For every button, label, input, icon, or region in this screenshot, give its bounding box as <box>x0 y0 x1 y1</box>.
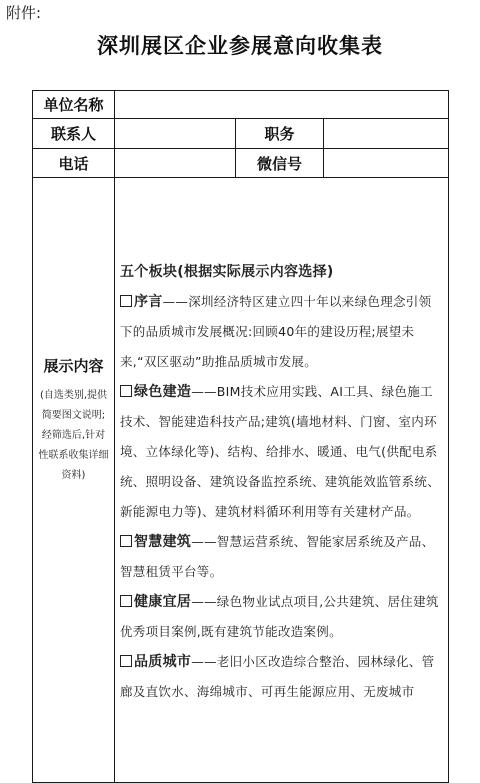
section-text: ——老旧小区改造综合整治、园林绿化、管廊及直饮水、海绵城市、可再生能源应用、无废城市 <box>120 654 435 699</box>
wechat-label: 微信号 <box>236 149 324 178</box>
row-unit-name <box>33 91 449 119</box>
exhibit-note: (自选类别,提供简要图文说明;经筛选后,针对性联系收集详细资料) <box>38 389 109 481</box>
checkbox[interactable] <box>120 535 132 547</box>
checkbox[interactable] <box>120 655 132 667</box>
phone-field[interactable] <box>115 149 236 178</box>
section-title: 健康宜居 <box>134 594 192 610</box>
section-title: 绿色建造 <box>134 384 192 400</box>
section-text: ——BIM技术应用实践、AI工具、绿色施工技术、智能建造科技产品;建筑(墙地材料、门窗、室内环境、立体绿化等)、结构、给排水、暖通、电气(供配电系统、照明设备、建筑设备监控系统、建筑能效监管系统、新能源电力等)、建筑材料循环利用等有关建材产品。 <box>120 384 441 519</box>
unit-name-label: 单位名称 <box>33 91 115 119</box>
section-healthy-living <box>120 587 443 647</box>
attachment-label: 附件: <box>6 4 42 22</box>
row-contact <box>33 119 449 149</box>
contact-field[interactable] <box>115 119 236 149</box>
row-exhibit <box>33 178 449 783</box>
section-text: ——深圳经济特区建立四十年以来绿色理念引领下的品质城市发展概况:回顾40年的建设历程;展望未来,“双区驱动”助推品质城市发展。 <box>120 294 432 369</box>
section-title: 序言 <box>134 294 163 310</box>
checkbox[interactable] <box>120 385 132 397</box>
section-green-construction <box>120 377 443 527</box>
exhibit-heading: 五个板块(根据实际展示内容选择) <box>120 264 334 280</box>
checkbox[interactable] <box>120 595 132 607</box>
page-title: 深圳展区企业参展意向收集表 <box>97 34 383 58</box>
section-smart-building <box>120 527 443 587</box>
intent-form-table <box>32 90 449 783</box>
section-text: ——绿色物业试点项目,公共建筑、居住建筑优秀项目案例,既有建筑节能改造案例。 <box>120 594 439 639</box>
phone-label: 电话 <box>33 149 115 178</box>
exhibit-label-cell <box>33 178 115 783</box>
exhibit-content-cell <box>115 178 449 783</box>
position-label: 职务 <box>236 119 324 149</box>
section-title: 智慧建筑 <box>134 534 192 550</box>
contact-label: 联系人 <box>33 119 115 149</box>
checkbox[interactable] <box>120 295 132 307</box>
section-preface <box>120 287 443 377</box>
section-title: 品质城市 <box>134 654 192 670</box>
exhibit-label: 展示内容 <box>43 356 104 375</box>
unit-name-field[interactable] <box>115 91 449 119</box>
row-phone <box>33 149 449 178</box>
position-field[interactable] <box>324 119 449 149</box>
wechat-field[interactable] <box>324 149 449 178</box>
section-quality-city <box>120 647 443 707</box>
section-text: ——智慧运营系统、智能家居系统及产品、智慧租赁平台等。 <box>120 534 435 579</box>
